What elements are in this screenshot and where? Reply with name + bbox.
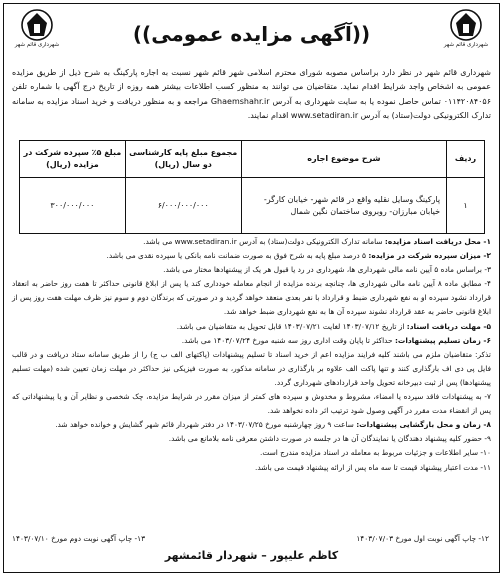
clause-text: ۱۰- سایر اطلاعات و جزئیات مربوط به معامله در اسناد مزایده مندرج است.	[259, 448, 491, 458]
clause-item	[12, 277, 491, 319]
second-publication: ۱۳- چاپ آگهی نوبت دوم مورخ ۱۴۰۳/۰۷/۱۰	[12, 534, 146, 543]
municipality-logo-left	[10, 8, 64, 62]
header-base-price: مجموع مبلغ پایه کارشناسی دو سال (ریال)	[125, 141, 241, 178]
clause-item	[12, 249, 491, 263]
auction-items-table	[19, 140, 485, 234]
intro-paragraph: شهرداری قائم شهر در نظر دارد براساس مصوبه شورای محترم اسلامی شهر قائم شهر نسبت به اجاره پارکینگ به شرح ذیل از طریق مزایده عمومی به اشخاص واجد شرایط اقدام نماید. متقاضیان می توانند به منظور کسب اطلاعات بیشتر همه روزه از تاریخ درج آگهی با شماره تلفن ۰۱۱۴۲۰۸۴۰۵۶ تماس حاصل نموده یا به سایت شهرداری به آدرس Ghaemshahr.ir مراجعه و به منظور دریافت و خرید اسناد مزایده به سامانه تدارک الکترونیکی دولت(ستاد) به آدرس www.setadiran.ir اقدام نمایند.	[12, 68, 491, 120]
clause-item	[12, 334, 491, 348]
clause-item	[12, 461, 491, 475]
intro-section	[12, 66, 491, 123]
clause-text: ۷- به پیشنهادات فاقد سپرده یا امضاء، مشروط و مخدوش و سپرده های کمتر از میزان مقرر در شرایط مزایده، چک شخصی و نظایر آن و یا پیشنهاداتی که پس از انقضاء مدت مقرر در آگهی وصول شود ترتیب اثر داده نخواهد شد.	[12, 392, 491, 416]
clause-item	[12, 320, 491, 334]
page-title: ((آگهی مزایده عمومی))	[132, 22, 371, 46]
logo-caption: شهرداری قائم شهر	[14, 42, 60, 48]
clause-text: ۱۱- مدت اعتبار پیشنهاد قیمت تا سه ماه پس از ارائه پیشنهاد قیمت می باشد.	[255, 462, 491, 472]
clause-item	[12, 432, 491, 446]
clause-label: ۸- زمان و محل بازگشایی پیشنهادات:	[356, 420, 491, 430]
clause-label: ۶- زمان تسلیم پیشنهادات:	[394, 335, 491, 345]
municipality-logo-right	[439, 8, 493, 62]
clause-item	[12, 446, 491, 460]
clause-text: ساعت ۹ روز چهارشنبه مورخ ۱۴۰۳/۰۷/۲۵ در دفتر شهردار قائم شهر گشایش و خوانده خواهد شد.	[55, 420, 357, 430]
clause-label: ۱- محل دریافت اسناد مزایده:	[384, 237, 491, 246]
clause-text: حداکثر تا پایان وقت اداری روز سه شنبه مورخ ۱۴۰۳/۰۷/۲۴ می باشد.	[181, 335, 395, 345]
conditions-list	[12, 235, 491, 475]
clause-label: ۵- مهلت دریافت اسناد:	[406, 321, 491, 331]
clause-item	[12, 263, 491, 277]
header-row-no: ردیف	[447, 141, 485, 178]
clause-text: ۵ درصد مبلغ پایه به شرح فوق به صورت ضمانت نامه بانکی یا سپرده نقدی می باشد.	[106, 251, 369, 261]
logo-caption: شهرداری قائم شهر	[443, 42, 489, 48]
cell-deposit: ۳۰۰/۰۰۰/۰۰۰	[20, 178, 126, 234]
publication-dates	[12, 532, 489, 546]
clause-text: سامانه تدارک الکترونیکی دولت(ستاد) به آدرس www.setadiran.ir می باشد.	[143, 237, 385, 246]
cell-row-no: ۱	[447, 178, 485, 234]
clause-text: از تاریخ ۱۴۰۳/۰۷/۱۲ لغایت ۱۴۰۳/۰۷/۲۱ قابل تحویل به متقاضیان می باشد.	[176, 321, 407, 331]
clause-text: ۹- حضور کلیه پیشنهاد دهندگان یا نمایندگان آن ها در جلسه در صورت داشتن معرفی نامه بلامانع می باشد.	[168, 434, 491, 444]
table-header-row	[20, 141, 485, 178]
clause-label: ۲- میزان سپرده شرکت در مزایده:	[368, 251, 491, 261]
clause-text: ۳- براساس ماده ۵ آیین نامه مالی شهرداری ها، شهرداری در رد یا قبول هر یک از پیشنهادها مختار می باشد.	[163, 265, 491, 275]
emblem-icon	[449, 8, 483, 42]
first-publication: ۱۲- چاپ آگهی نوبت اول مورخ ۱۴۰۳/۰۷/۰۳	[356, 534, 489, 543]
clause-item	[12, 390, 491, 418]
clause-item	[12, 418, 491, 432]
header-subject: شرح موضوع اجاره	[241, 141, 446, 178]
clause-item	[12, 348, 491, 390]
clause-text: تذکر: متقاضیان ملزم می باشند کلیه فرایند مزایده اعم از خرید اسناد تا تسلیم پیشنهادات (پاکتهای الف ب ج) را از طریق سامانه ستاد دریافت و در قالب فایل پی دی اف بارگذاری کنند و تنها پاکت الف علاوه بر بارگذاری در سامانه مذکور، به صورت فیزیکی نیز حداکثر در مهلت زمان تعیین شده (مهلت تسلیم پیشنهادها) پس از ثبت دبیرخانه تحویل واحد قراردادهای شهرداری گردد.	[12, 349, 491, 387]
cell-base-price: ۶/۰۰۰/۰۰۰/۰۰۰	[125, 178, 241, 234]
emblem-icon	[20, 8, 54, 42]
clause-item	[12, 235, 491, 249]
header-deposit: مبلغ ۵٪ سپرده شرکت در مزایده (ریال)	[20, 141, 126, 178]
signature-line: کاظم علیپور – شهردار قائمشهر	[164, 549, 339, 562]
clause-text: ۴- مطابق ماده ۸ آیین نامه مالی شهرداری ها، چنانچه برنده مزایده از انجام معامله خودداری کند یا پس از ابلاغ قانونی حداکثر تا هفت روز حاضر به انعقاد قرارداد نشود سپرده او به نفع شهرداری ضبط و قرارداد با نفر بعدی منعقد خواهد گردید و در صورتی که برندگان دوم و سوم نیز ظرف مهلت هفت روز پس از ابلاغ قانونی حاضر به عقد قرارداد نشوند سپرده آن ها به نفع شهرداری ضبط خواهد شد.	[12, 279, 491, 317]
cell-subject: پارکینگ وسایل نقلیه واقع در قائم شهر- خیابان کارگر- خیابان مبارزان- روبروی ساختمان نگین شمال	[241, 178, 446, 234]
table-row	[20, 178, 485, 234]
